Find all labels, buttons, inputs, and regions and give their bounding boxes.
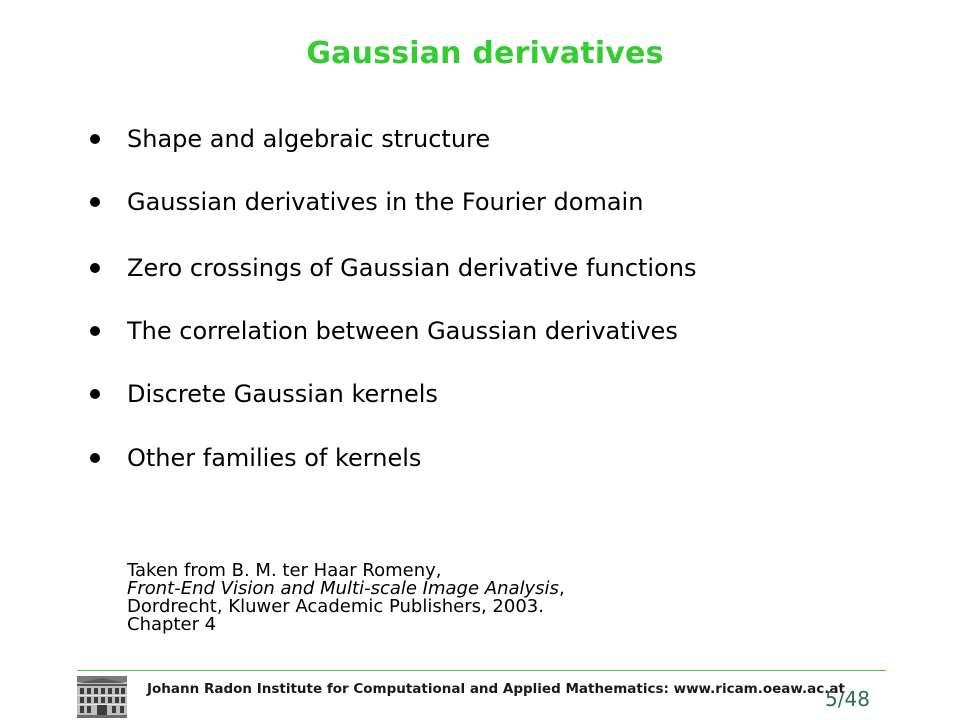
topic-label: Discrete Gaussian kernels: [127, 380, 438, 408]
topic-item: [88, 253, 697, 283]
topic-label: Gaussian derivatives in the Fourier domain: [127, 188, 644, 216]
bullet-dot-icon: [90, 453, 100, 463]
topic-item: [88, 379, 438, 409]
bullet-dot-icon: [90, 197, 100, 207]
bullet-dot-icon: [90, 134, 100, 144]
reference-note: [127, 562, 565, 634]
footer-institute-text: Johann Radon Institute for Computational and Applied Mathematics: www.ricam.oeaw.ac.at: [147, 681, 845, 697]
slide-title: Gaussian derivatives: [306, 36, 664, 71]
topic-item: [88, 316, 678, 346]
page-number: 5/48: [825, 687, 870, 711]
bullet-dot-icon: [90, 389, 100, 399]
topic-label: Shape and algebraic structure: [127, 125, 491, 153]
topic-label: Other families of kernels: [127, 444, 422, 472]
bullet-dot-icon: [90, 326, 100, 336]
topic-item: [88, 443, 422, 473]
reference-book-title: Front-End Vision and Multi-scale Image Analysis: [127, 578, 559, 599]
reference-chapter-line: Chapter 4: [127, 614, 217, 635]
topic-item: [88, 187, 644, 217]
topic-label: The correlation between Gaussian derivatives: [127, 317, 678, 345]
topic-label: Zero crossings of Gaussian derivative functions: [127, 254, 697, 282]
institute-building-logo-icon: [77, 676, 127, 718]
footer-divider: [77, 670, 886, 671]
reference-book-suffix: ,: [558, 578, 565, 599]
bullet-dot-icon: [90, 263, 100, 273]
reference-author-line: Taken from B. M. ter Haar Romeny,: [127, 560, 442, 581]
topic-item: [88, 124, 491, 154]
reference-publisher-line: Dordrecht, Kluwer Academic Publishers, 2003.: [127, 596, 544, 617]
